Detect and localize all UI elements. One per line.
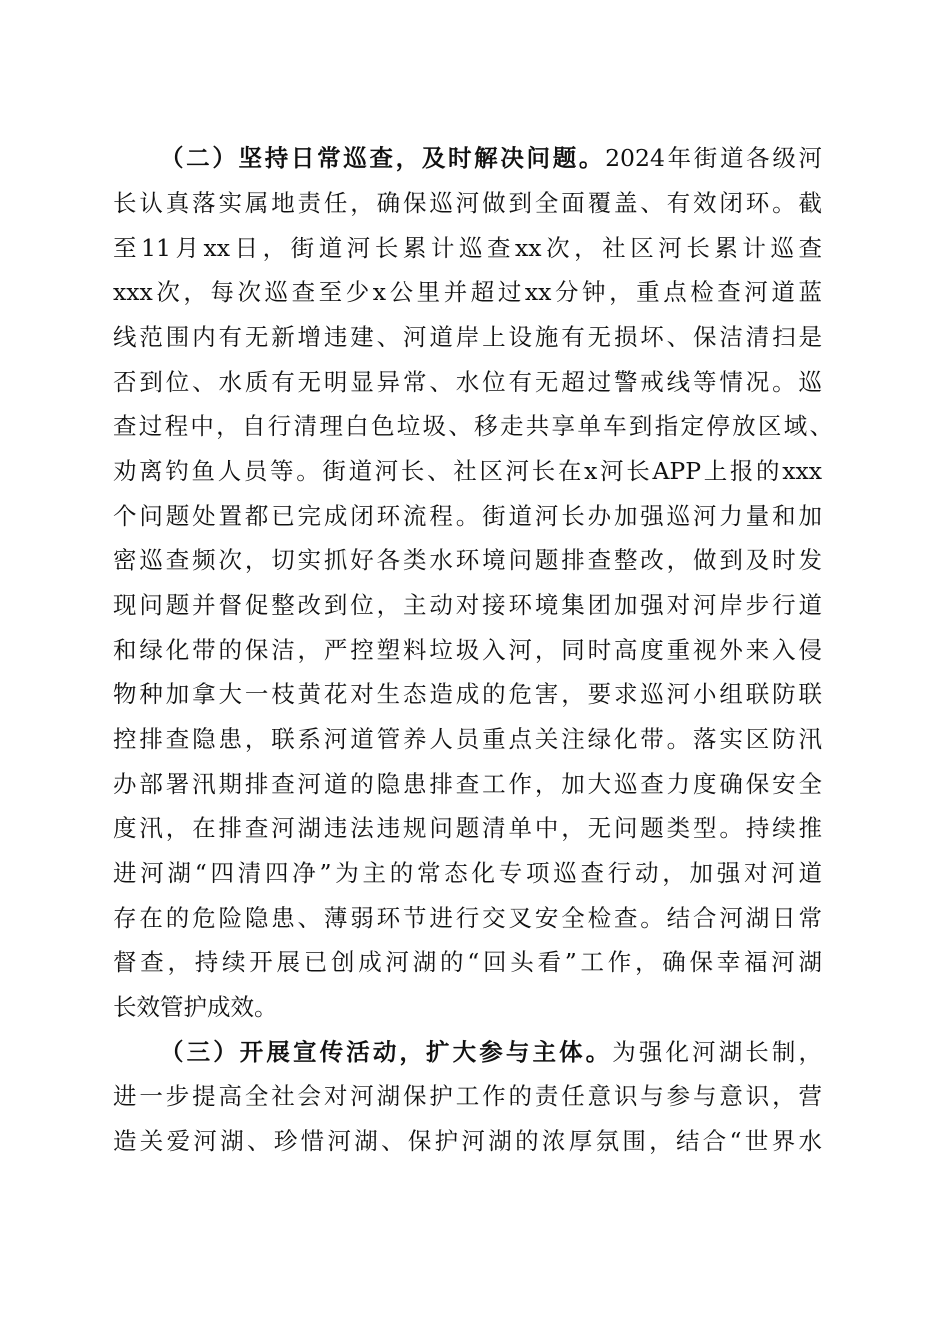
paragraph-line: 督查，持续开展已创成河湖的“回头看”工作，确保幸福河湖 [113, 948, 822, 976]
paragraph-line: 办部署汛期排查河道的隐患排查工作，加大巡查力度确保安全 [113, 770, 822, 798]
paragraph-line: 密巡查频次，切实抓好各类水环境问题排查整改，做到及时发 [113, 546, 822, 574]
paragraph-line: 控排查隐患，联系河道管养人员重点关注绿化带。落实区防汛 [113, 725, 822, 753]
paragraph-line: 存在的危险隐患、薄弱环节进行交叉安全检查。结合河湖日常 [113, 904, 822, 932]
paragraph-line: 个问题处置都已完成闭环流程。街道河长办加强巡河力量和加 [113, 502, 822, 530]
paragraph-line: 线范围内有无新增违建、河道岸上设施有无损坏、保洁清扫是 [113, 323, 822, 351]
paragraph-line: 进一步提高全社会对河湖保护工作的责任意识与参与意识，营 [113, 1082, 822, 1110]
paragraph-line: xxx次，每次巡查至少x公里并超过xx分钟，重点检查河道蓝 [113, 278, 822, 306]
section-heading-2: （二）坚持日常巡查，及时解决问题。 [160, 144, 606, 172]
paragraph-line: 和绿化带的保洁，严控塑料垃圾入河，同时高度重视外来入侵 [113, 636, 822, 664]
paragraph-line: 劝离钓鱼人员等。街道河长、社区河长在x河长APP上报的xxx [113, 457, 822, 485]
paragraph-line: 度汛，在排查河湖违法违规问题清单中，无问题类型。持续推 [113, 814, 822, 842]
paragraph-2-line-1: （二）坚持日常巡查，及时解决问题。2024年街道各级河 [160, 144, 823, 172]
paragraph-line: 现问题并督促整改到位，主动对接环境集团加强对河岸步行道 [113, 591, 822, 619]
section-heading-3: （三）开展宣传活动，扩大参与主体。 [160, 1038, 613, 1066]
paragraph-line: 物种加拿大一枝黄花对生态造成的危害，要求巡河小组联防联 [113, 680, 822, 708]
paragraph-3-line-1: （三）开展宣传活动，扩大参与主体。为强化河湖长制， [160, 1038, 823, 1066]
paragraph-line: 长认真落实属地责任，确保巡河做到全面覆盖、有效闭环。截 [113, 189, 822, 217]
paragraph-line: 长效管护成效。 [113, 993, 278, 1021]
paragraph-line: 造关爱河湖、珍惜河湖、保护河湖的浓厚氛围，结合“世界水 [113, 1127, 822, 1155]
paragraph-line: 查过程中，自行清理白色垃圾、移走共享单车到指定停放区域、 [113, 412, 833, 440]
paragraph-line: 否到位、水质有无明显异常、水位有无超过警戒线等情况。巡 [113, 368, 822, 396]
paragraph-line: 进河湖“四清四净”为主的常态化专项巡查行动，加强对河道 [113, 859, 822, 887]
paragraph-line: 至11月xx日，街道河长累计巡查xx次，社区河长累计巡查 [113, 234, 822, 262]
